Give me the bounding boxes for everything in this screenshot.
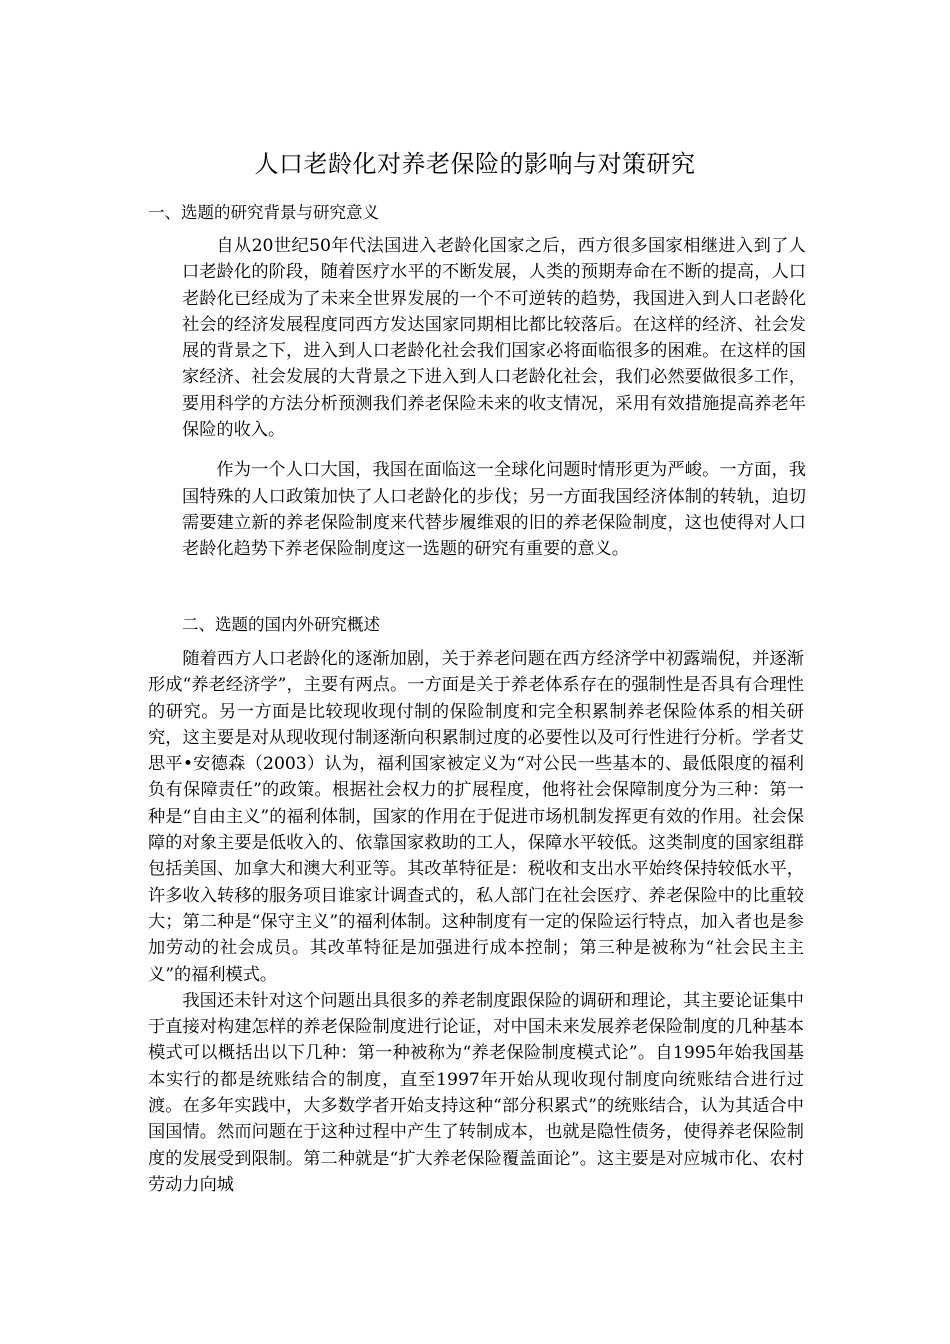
paragraph: 随着西方人口老龄化的逐渐加剧，关于养老问题在西方经济学中初露端倪，并逐渐形成“养老经济学”，主要有两点。一方面是关于养老体系存在的强制性是否具有合理性的研究。另一方面是比较现收现付制的保险制度和完全积累制养老保险体系的相关研究，这主要是对从现收现付制逐渐向积累制过度的必要性以及可行性进行分析。学者艾思平•安德森（2003）认为，福利国家被定义为“对公民一些基本的、最低限度的福利负有保障责任”的政策。根据社会权力的扩展程度，他将社会保障制度分为三种：第一种是“自由主义”的福利体制，国家的作用在于促进市场机制发挥更有效的作用。社会保障的对象主要是低收入的、依靠国家救助的工人，保障水平较低。这类制度的国家组群包括美国、加拿大和澳大利亚等。其改革特征是：税收和支出水平始终保持较低水平，许多收入转移的服务项目谁家计调查式的，私人部门在社会医疗、养老保险中的比重较大；第二种是“保守主义”的福利体制。这种制度有一定的保险运行特点，加入者也是参加劳动的社会成员。其改革特征是加强进行成本控制；第三种是被称为“社会民主主义”的福利模式。 <box>148 649 804 985</box>
section-body-background <box>182 233 806 563</box>
document-title: 人口老龄化对养老保险的影响与对策研究 <box>254 150 696 178</box>
section-body-overview <box>148 646 804 1198</box>
section-heading-background: 一、选题的研究背景与研究意义 <box>148 203 379 222</box>
section-heading-overview: 二、选题的国内外研究概述 <box>182 615 380 634</box>
paragraph: 自从20世纪50年代法国进入老龄化国家之后，西方很多国家相继进入到了人口老龄化的阶段，随着医疗水平的不断发展，人类的预期寿命在不断的提高，人口老龄化已经成为了未来全世界发展的一个不可逆转的趋势，我国进入到人口老龄化社会的经济发展程度同西方发达国家同期相比都比较落后。在这样的经济、社会发展的背景之下，进入到人口老龄化社会我们国家必将面临很多的困难。在这样的国家经济、社会发展的大背景之下进入到人口老龄化社会，我们必然要做很多工作，要用科学的方法分析预测我们养老保险未来的收支情况，采用有效措施提高养老年保险的收入。 <box>182 236 806 441</box>
paragraph: 作为一个人口大国，我国在面临这一全球化问题时情形更为严峻。一方面，我国特殊的人口政策加快了人口老龄化的步伐；另一方面我国经济体制的转轨，迫切需要建立新的养老保险制度来代替步履维艰的旧的养老保险制度，这也使得对人口老龄化趋势下养老保险制度这一选题的研究有重要的意义。 <box>182 460 806 560</box>
paragraph: 我国还未针对这个问题出具很多的养老制度跟保险的调研和理论，其主要论证集中于直接对构建怎样的养老保险制度进行论证，对中国未来发展养老保险制度的几种基本模式可以概括出以下几种：第一种被称为“养老保险制度模式论”。自1995年始我国基本实行的都是统账结合的制度，直至1997年开始从现收现付制度向统账结合进行过渡。在多年实践中，大多数学者开始支持这种“部分积累式”的统账结合，认为其适合中国国情。然而问题在于这种过程中产生了转制成本，也就是隐性债务，使得养老保险制度的发展受到限制。第二种就是“扩大养老保险覆盖面论”。这主要是对应城市化、农村劳动力向城 <box>148 990 804 1195</box>
